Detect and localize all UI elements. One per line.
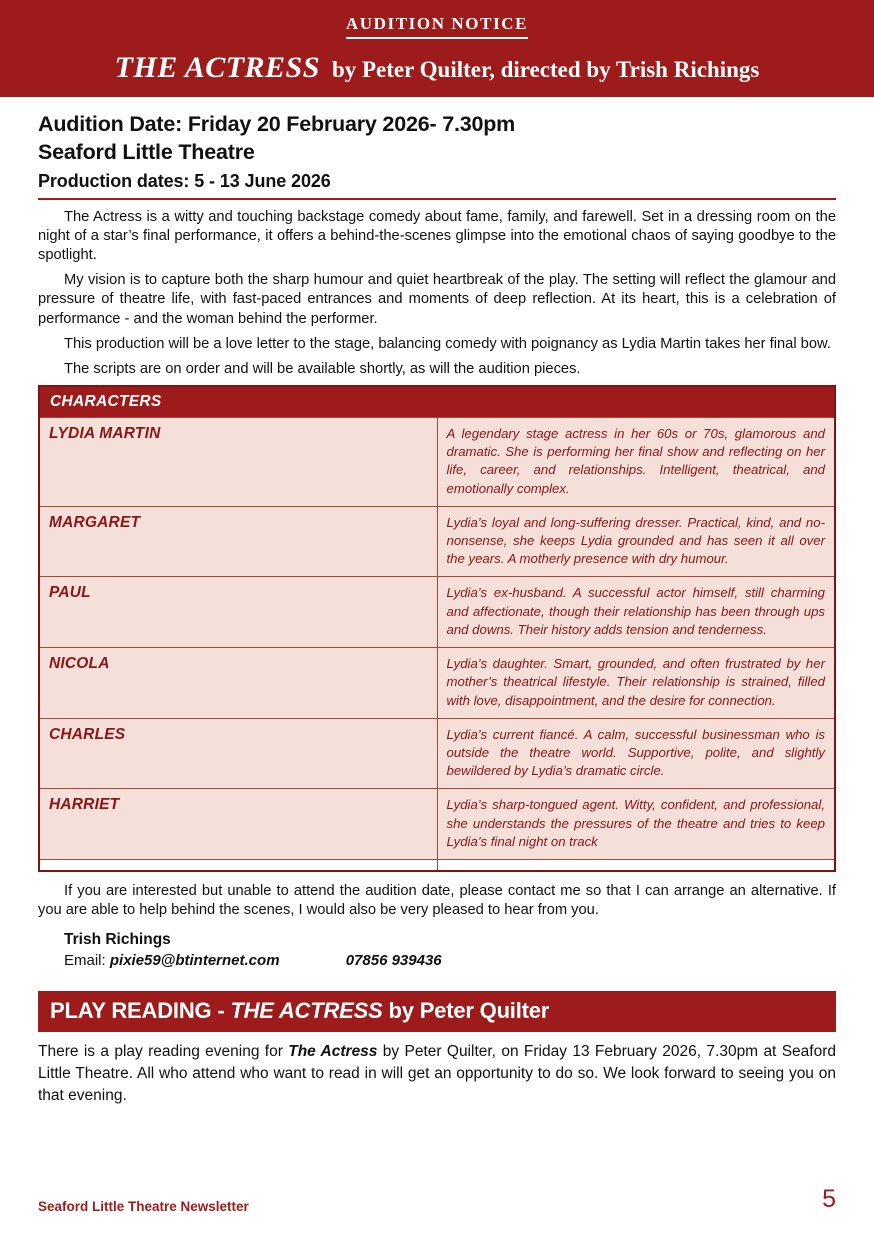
character-description: Lydia’s loyal and long-suffering dresser. Practical, kind, and no-nonsense, she keeps Lydia grounded and has seen it all over the years. A motherly presence with dry humour.	[437, 506, 835, 577]
audition-venue-line: Seaford Little Theatre	[38, 139, 255, 164]
play-reading-prefix: PLAY READING -	[50, 997, 231, 1023]
character-description: Lydia’s current fiancé. A calm, successful businessman who is outside the theatre world. Supportive, polite, and slightly bewildered by Lydia’s dramatic circle.	[437, 718, 835, 789]
character-name: HARRIET	[39, 789, 437, 860]
header-kicker: AUDITION NOTICE	[346, 14, 528, 39]
character-description: A legendary stage actress in her 60s or 70s, glamorous and dramatic. She is performing her final show and reflecting on her life, career, and relationships. Intelligent, theatrical, and emotionally complex.	[437, 417, 835, 506]
spacer-cell-right	[437, 860, 835, 872]
intro-paragraph-1: The Actress is a witty and touching backstage comedy about fame, family, and farewell. Set in a dressing room on the night of a star’s final performance, it offers a behind-the-scenes glimpse into the emotional chaos of saying goodbye to the spotlight.	[38, 209, 836, 264]
audition-date-line: Audition Date: Friday 20 February 2026- 7.30pm	[38, 112, 516, 136]
footer-newsletter-label: Seaford Little Theatre Newsletter	[38, 1199, 249, 1214]
contact-line	[64, 952, 836, 969]
production-dates: Production dates: 5 - 13 June 2026	[38, 171, 331, 192]
character-name: MARGARET	[39, 506, 437, 577]
header-title-row	[0, 51, 874, 85]
intro-paragraph-2: My vision is to capture both the sharp humour and quiet heartbreak of the play. The setting will reflect the glamour and pressure of theatre life, with fast-paced entrances and moments of deep reflection. At its heart, this is a celebration of performance - and the woman behind the performer.	[38, 272, 836, 327]
character-name: LYDIA MARTIN	[39, 417, 437, 506]
character-name: PAUL	[39, 577, 437, 648]
character-description: Lydia’s daughter. Smart, grounded, and often frustrated by her mother’s theatrical lifestyle. Their relationship is strained, filled with love, disappointment, and the desire for connection.	[437, 648, 835, 719]
play-reading-text-title: The Actress	[288, 1042, 378, 1060]
play-reading-suffix: by Peter Quilter	[382, 997, 550, 1023]
page-footer	[38, 1185, 836, 1214]
table-row	[39, 648, 835, 719]
play-reading-text-part1: There is a play reading evening for	[38, 1042, 289, 1060]
table-row	[39, 417, 835, 506]
character-description: Lydia’s sharp-tongued agent. Witty, confident, and professional, she understands the pressures of the theatre and tries to keep Lydia’s final night on track	[437, 789, 835, 860]
email-label: Email:	[64, 951, 106, 969]
character-name: CHARLES	[39, 718, 437, 789]
characters-table	[38, 385, 836, 872]
intro-paragraph-3: This production will be a love letter to the stage, balancing comedy with poignancy as Lydia Martin takes her final bow.	[64, 335, 831, 352]
divider-rule	[38, 198, 836, 200]
character-name: NICOLA	[39, 648, 437, 719]
header-show-title: THE ACTRESS	[114, 51, 320, 84]
character-description: Lydia’s ex-husband. A successful actor himself, still charming and affectionate, though their relationship has been through ups and downs. Their history adds tension and tenderness.	[437, 577, 835, 648]
play-reading-banner	[38, 991, 836, 1032]
table-row	[39, 789, 835, 860]
audition-heading	[38, 111, 836, 166]
header-kicker-wrap	[0, 14, 874, 39]
characters-table-heading: CHARACTERS	[39, 386, 835, 418]
table-row-spacer	[39, 860, 835, 872]
header-credit: by Peter Quilter, directed by Trish Richings	[331, 57, 760, 82]
characters-table-header-row	[39, 386, 835, 418]
intro-paragraph-4: The scripts are on order and will be available shortly, as will the audition pieces.	[64, 360, 581, 377]
play-reading-text-part2: by Peter Quilter, on Friday 13 February 2026, 7.30pm at Seaford Little Theatre. All who attend who want to read in will get an opportunity to do so. We look forward to seeing you on that evening.	[38, 1042, 836, 1104]
play-reading-text	[38, 1041, 836, 1107]
closing-paragraph: If you are interested but unable to attend the audition date, please contact me so that I can arrange an alternative. If you are able to help behind the scenes, I would also be very pleased to hear from you.	[38, 883, 836, 919]
page-content	[0, 97, 874, 1107]
play-reading-title: THE ACTRESS	[230, 997, 383, 1023]
email-address[interactable]: pixie59@btinternet.com	[109, 951, 280, 969]
footer-page-number: 5	[822, 1185, 836, 1213]
audition-notice-header	[0, 0, 874, 97]
table-row	[39, 718, 835, 789]
table-row	[39, 577, 835, 648]
table-row	[39, 506, 835, 577]
signature-name: Trish Richings	[64, 930, 171, 948]
phone-number: 07856 939436	[345, 951, 442, 969]
spacer-cell-left	[39, 860, 437, 872]
